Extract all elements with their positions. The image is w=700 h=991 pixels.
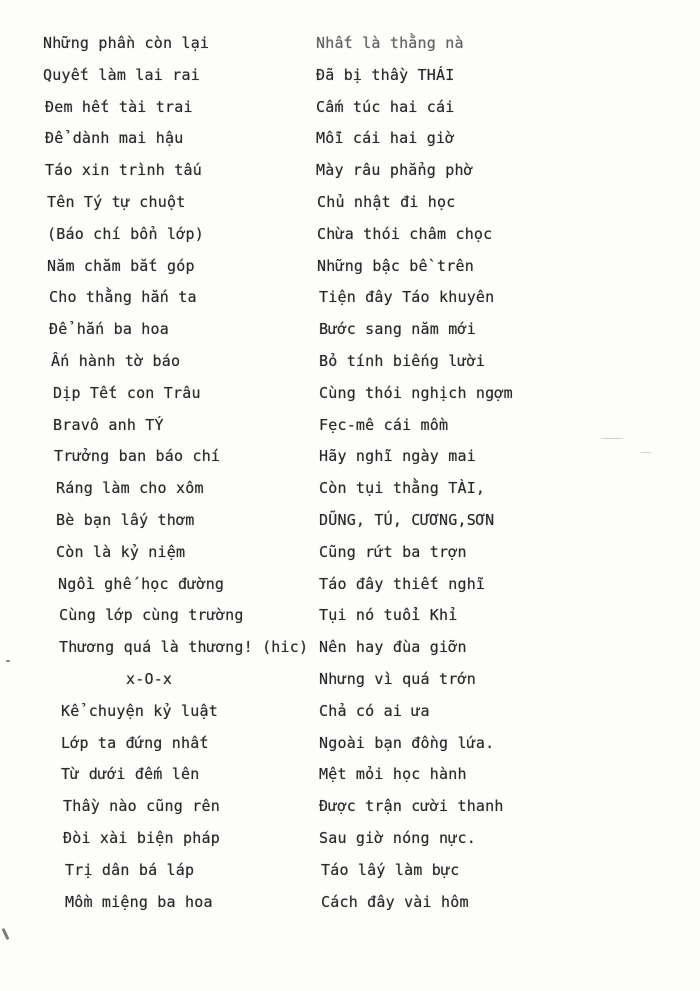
left-verse-line: Bè bạn lấy thơm bbox=[56, 511, 195, 529]
left-verse-line: Ấn hành tờ báo bbox=[51, 352, 181, 370]
right-verse-line: Tiện đây Táo khuyên bbox=[319, 288, 495, 306]
left-verse-line: Cho thằng hắn ta bbox=[49, 288, 197, 306]
left-verse-line: Tên Tý tự chuột bbox=[47, 193, 186, 211]
left-verse-line: Thầy nào cũng rên bbox=[63, 797, 220, 815]
left-verse-line: Trị dân bá láp bbox=[65, 861, 195, 879]
left-verse-line: Quyết làm lai rai bbox=[43, 66, 200, 84]
left-verse-line: Để hắn ba hoa bbox=[49, 320, 169, 338]
right-verse-line: Hãy nghĩ ngày mai bbox=[319, 447, 476, 465]
left-verse-line: Bravô anh TÝ bbox=[53, 416, 164, 434]
left-verse-line: Ráng làm cho xôm bbox=[56, 479, 204, 497]
right-verse-line: Đã bị thầy THÁI bbox=[316, 66, 455, 84]
right-verse-line: Cũng rứt ba trợn bbox=[319, 543, 467, 561]
right-verse-line: Chừa thói châm chọc bbox=[317, 225, 493, 243]
left-verse-line: Mồm miệng ba hoa bbox=[65, 893, 213, 911]
left-verse-line: Trưởng ban báo chí bbox=[54, 447, 221, 465]
left-verse-line: Ngồi ghế học đường bbox=[58, 575, 225, 593]
left-verse-line: Từ dưới đếm lên bbox=[61, 765, 200, 783]
right-verse-line: Nhưng vì quá trớn bbox=[319, 670, 476, 688]
right-verse-line: Nhất là thằng nà bbox=[316, 34, 464, 52]
left-verse-line: Thương quá là thương! (hic) bbox=[59, 638, 309, 656]
left-verse-line: Táo xin trình tấu bbox=[45, 161, 202, 179]
right-verse-line: Táo lấy làm bực bbox=[321, 861, 460, 879]
right-verse-line: Ngoài bạn đồng lứa. bbox=[319, 734, 495, 752]
left-verse-line: Dịp Tết con Trâu bbox=[53, 384, 201, 402]
right-verse-line: Táo đây thiết nghĩ bbox=[319, 575, 486, 593]
right-verse-line: Được trận cười thanh bbox=[319, 797, 504, 815]
right-verse-line: Mỗi cái hai giờ bbox=[316, 129, 455, 147]
right-verse-line: Chủ nhật đi học bbox=[317, 193, 456, 211]
left-verse-line: x-O-x bbox=[126, 670, 173, 688]
left-verse-line: Đem hết tài trai bbox=[45, 98, 193, 116]
paper-speck bbox=[640, 452, 652, 453]
left-verse-line: (Báo chí bổn lớp) bbox=[47, 225, 204, 243]
right-verse-line: Mệt mỏi học hành bbox=[319, 765, 467, 783]
paper-speck bbox=[6, 660, 10, 662]
right-verse-line: DŨNG, TÚ, CƯƠNG,SƠN bbox=[319, 511, 495, 529]
right-verse-line: Cách đây vài hôm bbox=[321, 893, 469, 911]
right-verse-line: Còn tụi thằng TÀI, bbox=[319, 479, 486, 497]
right-verse-line: Cấm túc hai cái bbox=[316, 98, 455, 116]
right-verse-line: Fẹc-mê cái mồm bbox=[319, 416, 449, 434]
left-verse-line: Đòi xài biện pháp bbox=[63, 829, 220, 847]
right-verse-line: Những bậc bề trên bbox=[317, 257, 474, 275]
paper-speck bbox=[600, 438, 624, 439]
right-verse-line: Bước sang năm mới bbox=[319, 320, 476, 338]
right-verse-line: Sau giờ nóng nực. bbox=[319, 829, 476, 847]
right-verse-line: Bỏ tính biếng lười bbox=[319, 352, 486, 370]
left-verse-line: Kể chuyện kỷ luật bbox=[61, 702, 218, 720]
right-verse-line: Mày râu phẳng phờ bbox=[316, 161, 473, 179]
right-verse-line: Nên hay đùa giỡn bbox=[319, 638, 467, 656]
right-verse-line: Cùng thói nghịch ngợm bbox=[319, 384, 513, 402]
right-verse-line: Chả có ai ưa bbox=[319, 702, 430, 720]
left-verse-line: Để dành mai hậu bbox=[45, 129, 184, 147]
paper-speck bbox=[2, 928, 10, 940]
left-verse-line: Cùng lớp cùng trường bbox=[59, 606, 244, 624]
left-verse-line: Lớp ta đứng nhất bbox=[61, 734, 209, 752]
right-verse-line: Tụi nó tuổi Khỉ bbox=[319, 606, 458, 624]
left-verse-line: Năm chăm bắt góp bbox=[47, 257, 195, 275]
left-verse-line: Những phần còn lại bbox=[43, 34, 210, 52]
left-verse-line: Còn là kỷ niệm bbox=[56, 543, 186, 561]
